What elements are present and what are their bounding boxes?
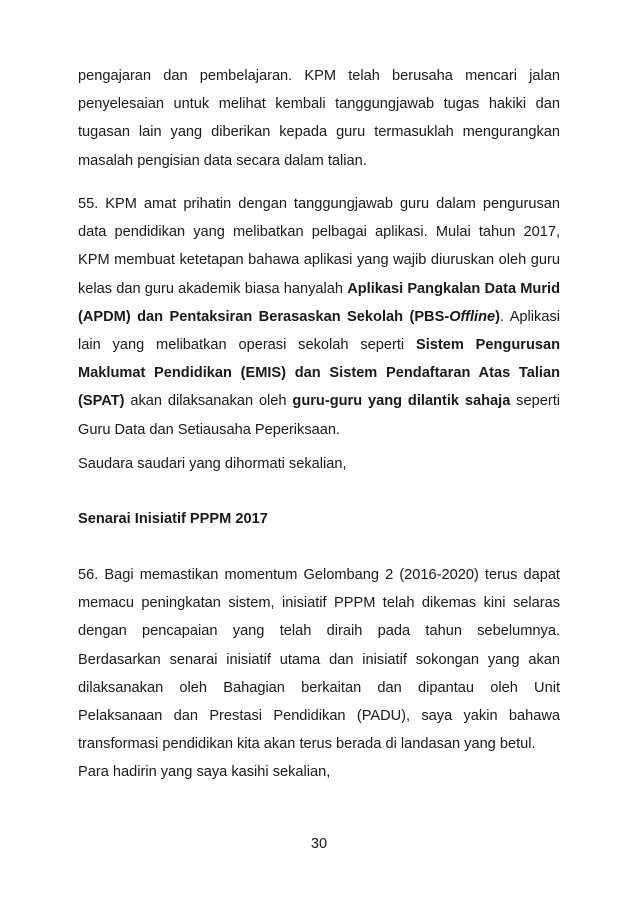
para-55-mid: . Aplikasi lain yang melibatkan operasi sekolah seperti xyxy=(78,308,560,354)
section-heading: Senarai Inisiatif PPPM 2017 xyxy=(78,511,268,527)
salutation-1: Saudara saudari yang dihormati sekalian, xyxy=(78,456,347,472)
paragraph-continuation: pengajaran dan pembelajaran. KPM telah berusaha mencari jalan penyelesaian untuk melihat kembali tanggungjawab tugas hakiki dan tugasan lain yang diberikan kepada guru termasuklah mengurangkan masalah pengisian data secara dalam talian. xyxy=(78,68,560,169)
para-55-bold-offline: Offline xyxy=(449,308,496,325)
para-55-bold-appointed: guru-guru yang dilantik sahaja xyxy=(292,393,511,410)
page-number: 30 xyxy=(310,836,328,852)
para-55-bold-systems: Sistem Pengurusan Maklumat Pendidikan (EMIS) dan Sistem Pendaftaran Atas Talian (SPAT) xyxy=(78,337,561,410)
salutation-2: Para hadirin yang saya kasihi sekalian, xyxy=(78,764,331,780)
para-55-mid2: akan dilaksanakan oleh xyxy=(124,393,293,410)
para-55-tail: seperti Guru Data dan Setiausaha Peperiksaan. xyxy=(78,393,560,438)
paragraph-55 xyxy=(78,190,560,444)
para-55-bold-close: ) xyxy=(495,308,501,325)
para-55-lead: 55. KPM amat prihatin dengan tanggungjawab guru dalam pengurusan data pendidikan yang melibatkan pelbagai aplikasi. Mulai tahun 2017, KPM membuat ketetapan bahawa aplikasi yang wajib diuruskan oleh guru kelas dan guru akademik biasa hanyalah xyxy=(78,196,560,297)
paragraph-56: 56. Bagi memastikan momentum Gelombang 2 (2016-2020) terus dapat memacu peningkatan sistem, inisiatif PPPM telah dikemas kini selaras dengan pencapaian yang telah diraih pada tahun sebelumnya. Berdasarkan senarai inisiatif utama dan inisiatif sokongan yang akan dilaksanakan oleh Bahagian berkaitan dan dipantau oleh Unit Pelaksanaan dan Prestasi Pendidikan (PADU), saya yakin bahawa transformasi pendidikan kita akan terus berada di landasan yang betul. xyxy=(78,567,560,753)
para-55-bold-apps: Aplikasi Pangkalan Data Murid (APDM) dan Pentaksiran Berasaskan Sekolah (PBS- xyxy=(78,280,560,325)
